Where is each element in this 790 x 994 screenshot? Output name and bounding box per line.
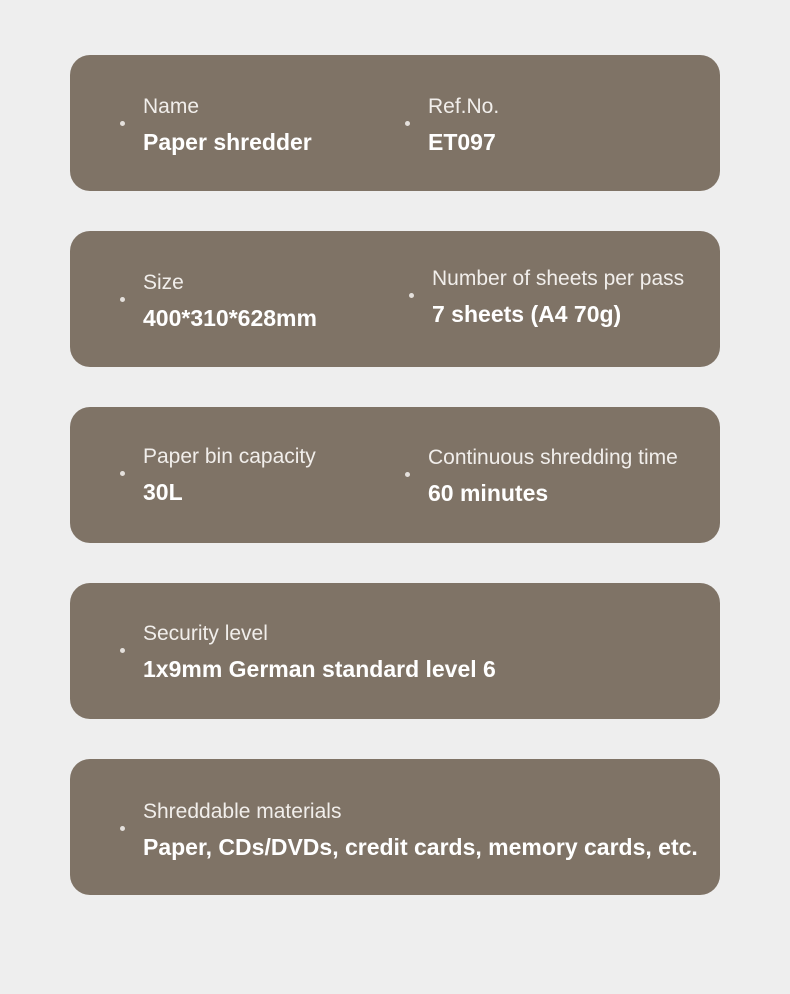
spec-value: ET097 xyxy=(428,129,496,155)
spec-card-bin-time xyxy=(70,407,720,543)
spec-value: 60 minutes xyxy=(428,480,549,506)
spec-value: Paper shredder xyxy=(143,129,312,155)
bullet-dot-icon xyxy=(120,297,125,302)
spec-label: Security level xyxy=(143,622,268,645)
spec-label: Shreddable materials xyxy=(143,800,342,823)
spec-value: 30L xyxy=(143,479,183,505)
spec-label: Paper bin capacity xyxy=(143,445,316,468)
bullet-dot-icon xyxy=(409,293,414,298)
spec-label: Name xyxy=(143,95,200,118)
bullet-dot-icon xyxy=(120,826,125,831)
spec-card-security xyxy=(70,583,720,719)
spec-value: Paper, CDs/DVDs, credit cards, memory cards, etc. xyxy=(143,834,698,860)
bullet-dot-icon xyxy=(120,648,125,653)
spec-card-name-ref xyxy=(70,55,720,191)
bullet-dot-icon xyxy=(405,121,410,126)
spec-card-materials xyxy=(70,759,720,895)
spec-value: 400*310*628mm xyxy=(143,305,317,331)
spec-label: Size xyxy=(143,271,184,294)
bullet-dot-icon xyxy=(120,121,125,126)
spec-value: 7 sheets (A4 70g) xyxy=(432,301,622,327)
spec-label: Ref.No. xyxy=(428,95,500,118)
bullet-dot-icon xyxy=(405,472,410,477)
spec-label: Number of sheets per pass xyxy=(432,267,685,290)
spec-label: Continuous shredding time xyxy=(428,446,678,469)
spec-value: 1x9mm German standard level 6 xyxy=(143,656,496,682)
bullet-dot-icon xyxy=(120,471,125,476)
spec-card-size-sheets xyxy=(70,231,720,367)
